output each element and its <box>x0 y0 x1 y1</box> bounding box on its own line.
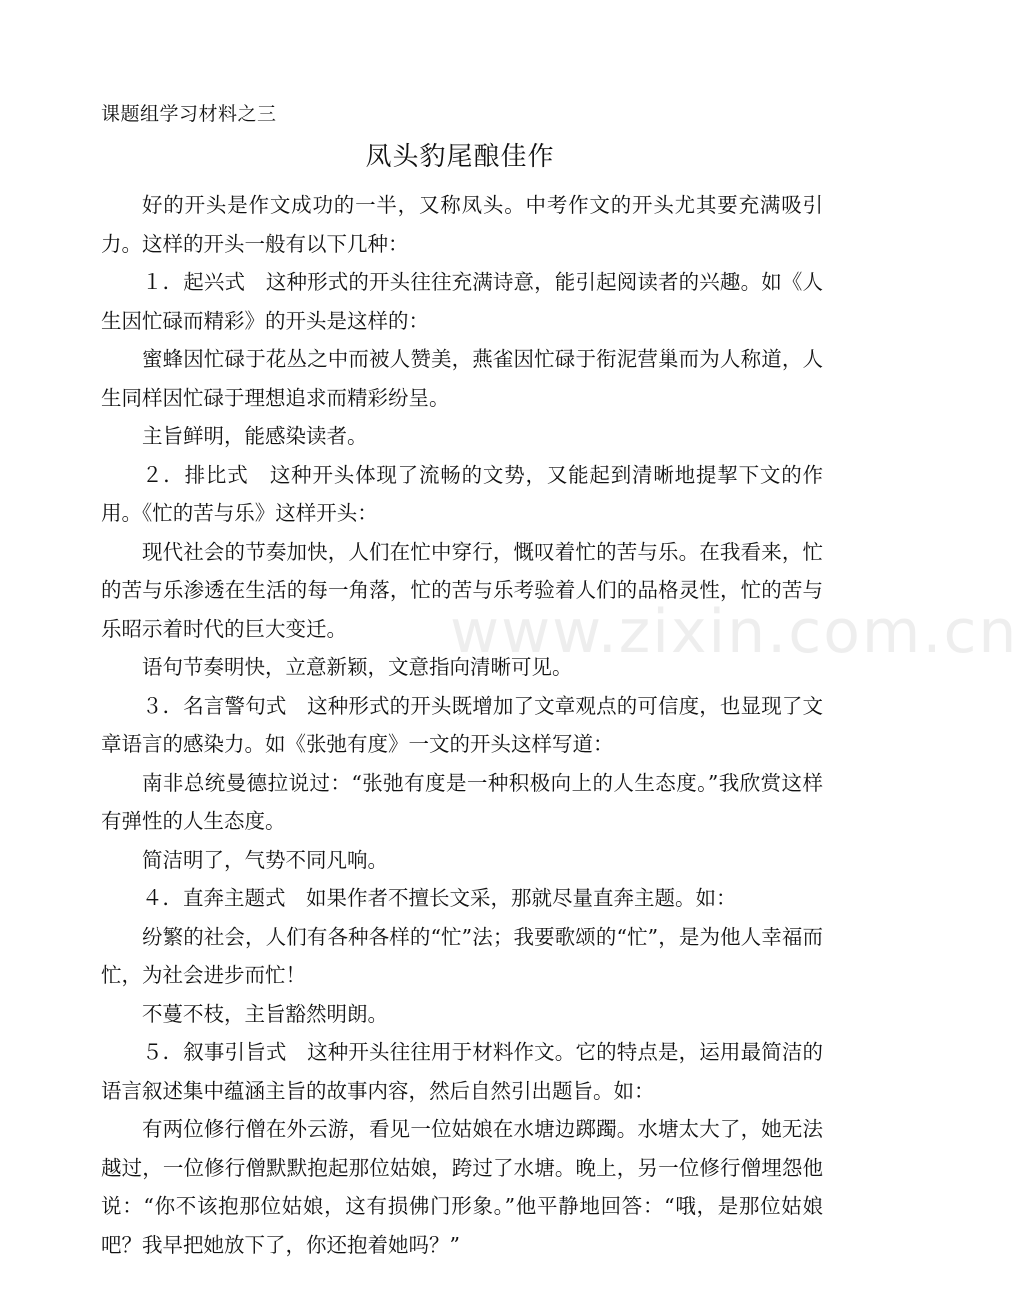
paragraph-method-5: ５．叙事引旨式 这种开头往往用于材料作文。它的特点是，运用最简洁的语言叙述集中蕴涵主旨的故事内容，然后自然引出题旨。如： <box>101 1040 823 1103</box>
paragraph-comment-2: 语句节奏明快，立意新颖，文意指向清晰可见。 <box>142 655 573 679</box>
paragraph-method-3: ３．名言警句式 这种形式的开头既增加了文章观点的可信度，也显现了文章语言的感染力。如《张弛有度》一文的开头这样写道： <box>101 693 823 756</box>
series-label: 课题组学习材料之三 <box>101 103 277 125</box>
paragraph-example-4: 纷繁的社会，人们有各种各样的“忙”法；我要歌颂的“忙”，是为他人幸福而忙，为社会进步而忙！ <box>101 924 823 987</box>
paragraph-comment-3: 简洁明了，气势不同凡响。 <box>142 847 388 872</box>
paragraph-comment-4: 不蔓不枝，主旨豁然明朗。 <box>142 1001 388 1026</box>
paragraph-method-2: ２．排比式 这种开头体现了流畅的文势，又能起到清晰地提挈下文的作用。《忙的苦与乐》这样开头： <box>101 462 823 525</box>
paragraph-comment-1: 主旨鲜明，能感染读者。 <box>142 424 368 448</box>
paragraph-method-1: １．起兴式 这种形式的开头往往充满诗意，能引起阅读者的兴趣。如《人生因忙碌而精彩》的开头是这样的： <box>101 270 823 333</box>
paragraph-example-2: 现代社会的节奏加快，人们在忙中穿行，慨叹着忙的苦与乐。在我看来，忙的苦与乐渗透在生活的每一角落，忙的苦与乐考验着人们的品格灵性，忙的苦与乐昭示着时代的巨大变迁。 <box>101 539 823 641</box>
paragraph-intro: 好的开头是作文成功的一半，又称凤头。中考作文的开头尤其要充满吸引力。这样的开头一般有以下几种： <box>101 193 823 256</box>
paragraph-example-5: 有两位修行僧在外云游，看见一位姑娘在水塘边踯躅。水塘太大了，她无法越过，一位修行僧默默抱起那位姑娘，跨过了水塘。晚上，另一位修行僧埋怨他说：“你不该抱那位姑娘，这有损佛门形象。”他平静地回答：“哦，是那位姑娘吧？我早把她放下了，你还抱着她吗？” <box>101 1117 823 1257</box>
document-title: 凤头豹尾酿佳作 <box>365 142 555 172</box>
paragraph-method-4: ４．直奔主题式 如果作者不擅长文采，那就尽量直奔主题。如： <box>142 886 737 910</box>
paragraph-example-3: 南非总统曼德拉说过：“张弛有度是一种积极向上的人生态度。”我欣赏这样有弹性的人生态度。 <box>101 770 823 833</box>
paragraph-example-1: 蜜蜂因忙碌于花丛之中而被人赞美，燕雀因忙碌于衔泥营巢而为人称道，人生同样因忙碌于理想追求而精彩纷呈。 <box>101 347 823 410</box>
document-body <box>101 186 823 1264</box>
watermark: www.zixin.com.cn <box>450 597 1018 667</box>
